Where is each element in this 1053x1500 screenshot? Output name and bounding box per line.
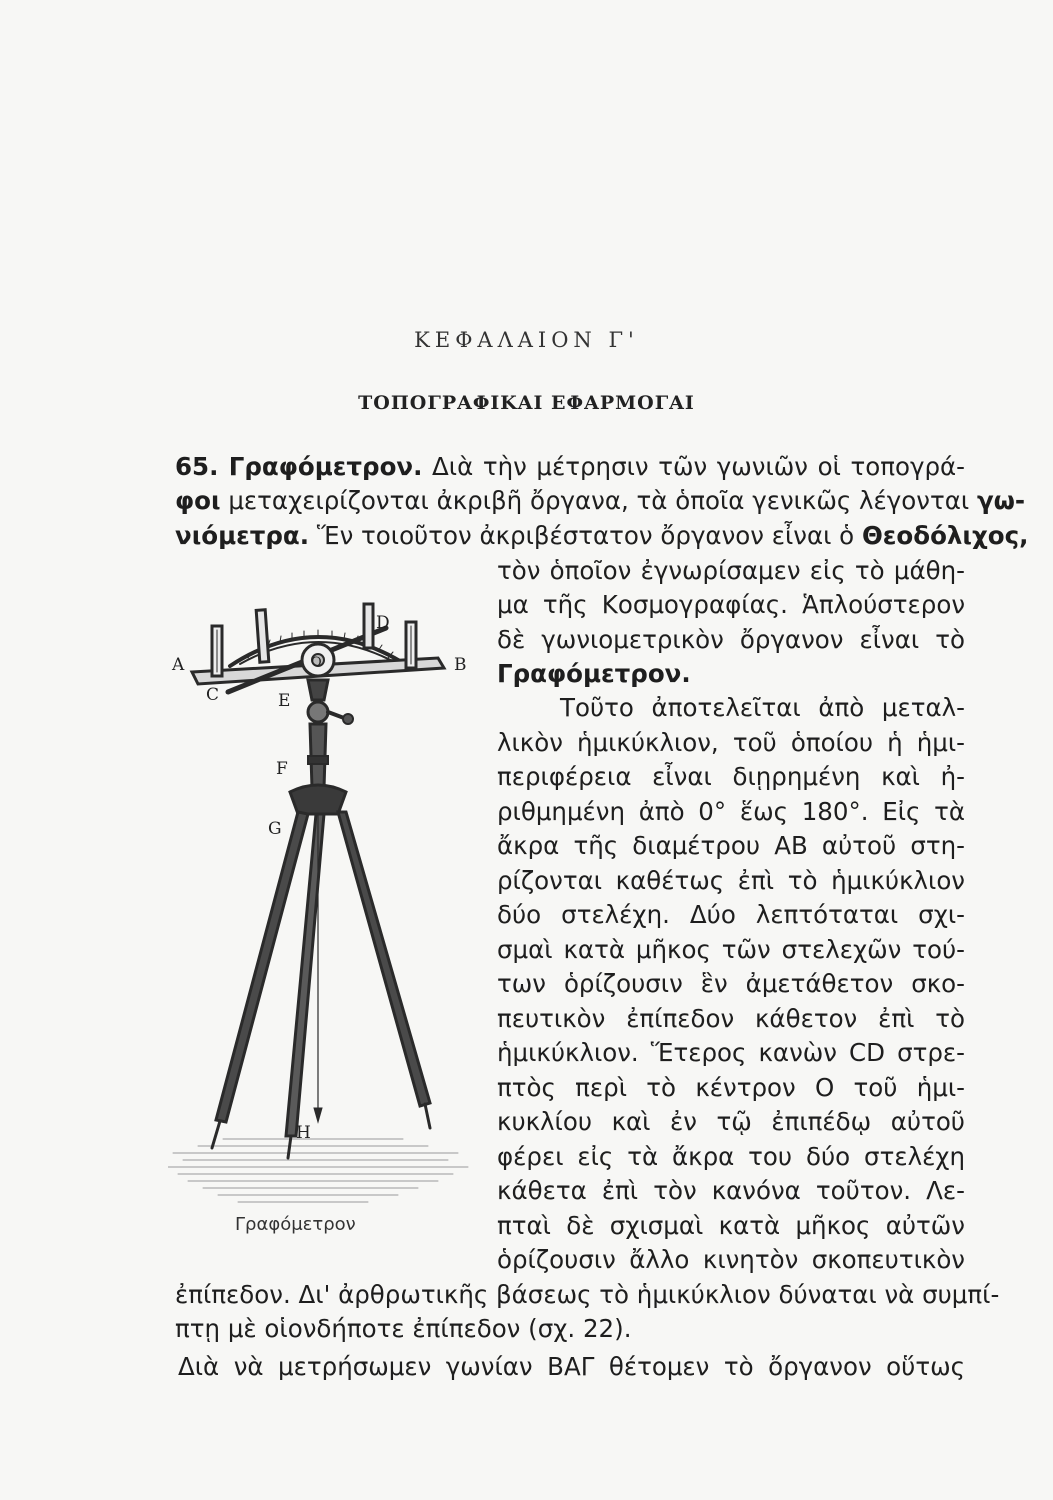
text-line: λικὸν ἡμικύκλιον, τοῦ ὁποίου ἡ ἡμι- (497, 728, 965, 757)
text-line: σμαὶ κατὰ μῆκος τῶν στελεχῶν τού- (497, 935, 965, 964)
text-line: Διὰ νὰ μετρήσωμεν γωνίαν ΒΑΓ θέτομεν τὸ ὄργανον οὕτως (178, 1352, 965, 1381)
text-line: ἐπίπεδον. Δι' ἀρθρωτικῆς βάσεως τὸ ἡμικύκλιον δύναται νὰ συμπί- (175, 1280, 1000, 1309)
text-line: φοι μεταχειρίζονται ἀκριβῆ ὄργανα, τὰ ὁποῖα γενικῶς λέγονται γω- (175, 486, 1026, 515)
text-line: μα τῆς Κοσμογραφίας. Ἁπλούστερον (497, 590, 965, 619)
text-line: ριθμημένη ἀπὸ 0° ἕως 180°. Εἰς τὰ (497, 797, 965, 826)
section-number-heading: 65. Γραφόμετρον. (175, 452, 423, 481)
text-line: ὁρίζουσιν ἄλλο κινητὸν σκοπευτικὸν (497, 1245, 965, 1274)
text-line: φέρει εἰς τὰ ἄκρα του δύο στελέχη (497, 1142, 965, 1171)
label-e: E (278, 691, 291, 711)
label-a: A (172, 655, 185, 675)
text-line: πταὶ δὲ σχισμαὶ κατὰ μῆκος αὐτῶν (497, 1211, 965, 1240)
text-line: ἡμικύκλιον. Ἕτερος κανὼν CD στρε- (497, 1038, 965, 1067)
graphometer-drawing (168, 588, 488, 1228)
figure-caption: Γραφόμετρον (235, 1214, 356, 1235)
label-d: D (376, 613, 390, 633)
text-line: νιόμετρα. Ἕν τοιοῦτον ἀκριβέστατον ὄργανον εἶναι ὁ Θεοδόλιχος, (175, 521, 1029, 550)
graphometer-illustration (168, 588, 488, 1228)
text-line: δὲ γωνιομετρικὸν ὄργανον εἶναι τὸ (497, 625, 965, 654)
term-grafometron: Γραφόμετρον. (497, 659, 691, 688)
label-c: C (206, 685, 220, 705)
text-line: κυκλίου καὶ ἐν τῷ ἐπιπέδῳ αὐτοῦ (497, 1107, 965, 1136)
label-b: B (454, 655, 467, 675)
term-theodolite: Θεοδόλιχος, (861, 521, 1029, 550)
text-line: Τοῦτο ἀποτελεῖται ἀπὸ μεταλ- (560, 693, 965, 722)
text-line: πευτικὸν ἐπίπεδον κάθετον ἐπὶ τὸ (497, 1004, 965, 1033)
text-line: ρίζονται καθέτως ἐπὶ τὸ ἡμικύκλιον (497, 866, 965, 895)
text-line: κάθετα ἐπὶ τὸν κανόνα τοῦτον. Λε- (497, 1176, 965, 1205)
text-line: δύο στελέχη. Δύο λεπτόταται σχι- (497, 900, 965, 929)
text-line: ἄκρα τῆς διαμέτρου ΑΒ αὐτοῦ στη- (497, 831, 965, 860)
label-h: H (296, 1123, 311, 1143)
text-line: των ὁρίζουσιν ἓν ἀμετάθετον σκο- (497, 969, 965, 998)
label-o: O (311, 655, 322, 670)
text-line: τὸν ὁποῖον ἐγνωρίσαμεν εἰς τὸ μάθη- (497, 556, 965, 585)
label-f: F (276, 759, 288, 779)
text-line: πτῃ μὲ οἱονδήποτε ἐπίπεδον (σχ. 22). (175, 1314, 632, 1343)
chapter-heading: ΚΕΦΑΛΑΙΟΝ Γ' (414, 328, 639, 352)
text-line: 65. Γραφόμετρον. Διὰ τὴν μέτρησιν τῶν γωνιῶν οἱ τοπογρά- (175, 452, 965, 481)
text-line: περιφέρεια εἶναι διῃρημένη καὶ ἠ- (497, 762, 965, 791)
text-line: πτὸς περὶ τὸ κέντρον Ο τοῦ ἡμι- (497, 1073, 965, 1102)
section-title: ΤΟΠΟΓΡΑΦΙΚΑΙ ΕΦΑΡΜΟΓΑΙ (358, 392, 695, 414)
label-g: G (268, 819, 282, 839)
